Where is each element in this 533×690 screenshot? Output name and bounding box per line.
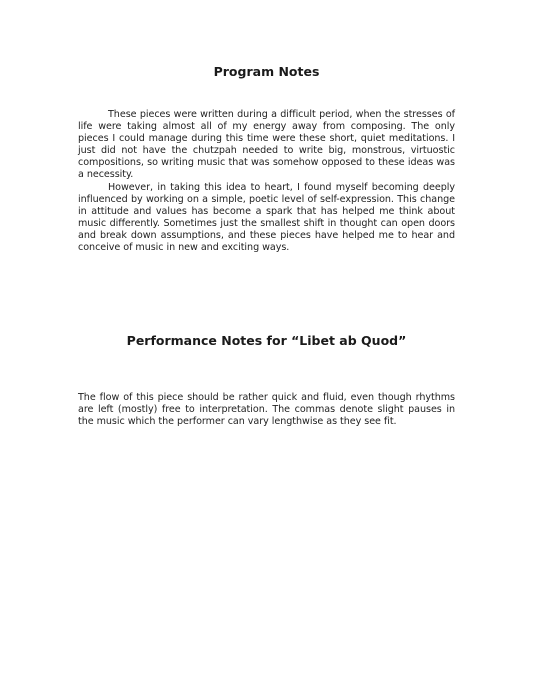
program-notes-paragraph: These pieces were written during a difficult period, when the stresses of life were taking almost all of my energy away from composing. The only pieces I could manage during this time were these short, quiet meditations. I just did not have the chutzpah needed to write big, monstrous, virtuostic compositions, so writing music that was somehow opposed to these ideas was a necessity. [78,109,455,181]
performance-notes-paragraph: The flow of this piece should be rather quick and fluid, even though rhythms are left (mostly) free to interpretation. The commas denote slight pauses in the music which the performer can vary lengthwise as they see fit. [78,392,455,428]
performance-notes-heading: Performance Notes for “Libet ab Quod” [126,333,407,348]
program-notes-heading: Program Notes [213,64,320,79]
performance-notes-body [78,392,455,428]
program-notes-paragraph: However, in taking this idea to heart, I found myself becoming deeply influenced by working on a simple, poetic level of self-expression. This change in attitude and values has become a spark that has helped me think about music differently. Sometimes just the smallest shift in thought can open doors and break down assumptions, and these pieces have helped me to hear and conceive of music in new and exciting ways. [78,181,455,254]
program-notes-body [78,109,455,254]
